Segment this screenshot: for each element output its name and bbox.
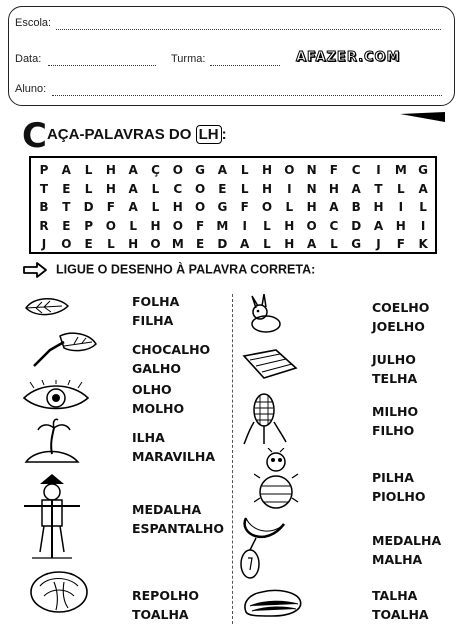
grid-letter[interactable]: G — [195, 163, 206, 177]
student-label: Aluno: — [15, 83, 47, 95]
date-label: Data: — [15, 53, 42, 65]
grid-letter[interactable]: H — [395, 218, 406, 233]
brand-logo: AFAZER.COM — [296, 50, 401, 65]
grid-letter[interactable]: L — [129, 218, 138, 233]
cabbage-icon[interactable] — [28, 568, 90, 614]
grid-letter[interactable]: L — [151, 181, 160, 196]
grid-letter[interactable]: E — [62, 181, 71, 196]
scarecrow-icon[interactable] — [22, 472, 82, 562]
student-field[interactable] — [52, 95, 442, 96]
grid-letter[interactable]: L — [285, 200, 294, 214]
grid-letter[interactable]: K — [418, 237, 428, 251]
grid-letter[interactable]: L — [151, 200, 160, 214]
answer-word[interactable]: CHOCALHO — [132, 342, 211, 357]
title-text: AÇA-PALAVRAS DO — [46, 126, 192, 143]
island-icon[interactable] — [22, 418, 82, 466]
grid-letter[interactable]: I — [376, 163, 381, 177]
grid-letter[interactable]: H — [306, 200, 317, 214]
grid-letter[interactable]: H — [284, 237, 295, 251]
title-first-letter: C — [22, 116, 47, 156]
grid-letter[interactable]: E — [62, 218, 71, 233]
grid-letter[interactable]: H — [373, 200, 384, 214]
grid-letter[interactable]: C — [329, 218, 339, 233]
answer-word[interactable]: JULHO — [372, 352, 416, 367]
grid-letter[interactable]: A — [306, 237, 317, 251]
grid-letter[interactable]: L — [84, 181, 93, 196]
grid-letter[interactable]: G — [418, 163, 429, 177]
roof-tile-icon[interactable] — [240, 346, 300, 382]
grid-letter[interactable]: F — [329, 163, 338, 177]
grid-letter[interactable]: M — [171, 237, 184, 251]
school-field[interactable] — [56, 29, 441, 30]
answer-word[interactable]: REPOLHO — [132, 588, 200, 603]
grid-letter[interactable]: H — [105, 163, 116, 177]
grid-letter[interactable]: O — [194, 181, 206, 196]
grid-letter[interactable]: G — [217, 200, 228, 214]
class-label: Turma: — [171, 53, 206, 65]
instruction-text: LIGUE O DESENHO À PALAVRA CORRETA: — [56, 262, 316, 277]
grid-letter[interactable]: A — [128, 200, 138, 214]
class-field[interactable] — [210, 65, 280, 66]
grid-letter[interactable]: I — [420, 218, 426, 233]
instruction — [22, 262, 315, 278]
grid-letter[interactable]: H — [261, 181, 273, 196]
grid-letter[interactable]: I — [398, 200, 404, 214]
grid-letter[interactable]: E — [195, 237, 205, 251]
school-label: Escola: — [15, 17, 52, 29]
date-field[interactable] — [48, 65, 156, 66]
grid-letter[interactable]: N — [306, 163, 317, 177]
grid-letter[interactable]: B — [351, 200, 361, 214]
grid-letter[interactable]: O — [306, 218, 317, 233]
grid-letter[interactable]: A — [373, 218, 384, 233]
grid-letter[interactable]: O — [284, 163, 295, 177]
grid-letter[interactable]: O — [61, 237, 72, 251]
answer-word[interactable]: COELHO — [372, 300, 430, 315]
grid-letter[interactable]: D — [351, 218, 362, 233]
answer-word[interactable]: MARAVILHA — [132, 449, 215, 464]
grid-letter[interactable]: I — [287, 181, 292, 196]
answer-word[interactable]: MALHA — [372, 552, 423, 567]
decorative-wedge — [400, 112, 445, 124]
word-search-grid — [29, 156, 437, 254]
grid-letter[interactable]: F — [396, 237, 405, 251]
towel-icon[interactable] — [240, 584, 306, 622]
grid-letter[interactable]: A — [418, 181, 428, 196]
grid-letter[interactable]: O — [172, 163, 183, 177]
grid-letter[interactable]: L — [84, 163, 93, 177]
grid-letter[interactable]: C — [173, 181, 183, 196]
grid-letter[interactable]: A — [61, 163, 71, 177]
grid-letter[interactable]: P — [39, 163, 49, 177]
grid-letter[interactable]: T — [374, 181, 383, 196]
grid-letter[interactable]: M — [394, 163, 407, 177]
title-lh-box: LH — [196, 125, 222, 144]
medal-icon[interactable] — [236, 514, 292, 584]
grid-letter[interactable]: E — [84, 237, 93, 251]
grid-letter[interactable]: D — [83, 200, 94, 214]
answer-word[interactable]: MEDALHA — [372, 533, 442, 548]
grid-letter[interactable]: J — [376, 237, 381, 251]
answer-word[interactable]: MILHO — [372, 404, 419, 419]
grid-letter[interactable]: L — [419, 200, 427, 214]
grid-letter[interactable]: L — [263, 218, 271, 233]
grid-letter[interactable]: O — [150, 237, 161, 251]
grid-letter[interactable]: H — [128, 237, 139, 251]
grid-letter[interactable]: H — [105, 181, 116, 196]
grid-letter[interactable]: M — [216, 218, 229, 233]
grid-letter[interactable]: T — [39, 181, 49, 196]
grid-letter[interactable]: F — [240, 200, 249, 214]
answer-word[interactable]: ILHA — [132, 430, 165, 445]
grid-letter[interactable]: L — [240, 163, 249, 177]
grid-letter[interactable]: L — [396, 181, 405, 196]
grid-letter[interactable]: B — [39, 200, 49, 214]
grid-letter[interactable]: O — [194, 200, 206, 214]
answer-word[interactable]: MOLHO — [132, 401, 185, 416]
grid-letter[interactable]: A — [240, 237, 250, 251]
grid-letter[interactable]: T — [62, 200, 71, 214]
grid-letter[interactable]: N — [306, 181, 317, 196]
grid-letter[interactable]: O — [261, 200, 273, 214]
grid-letter[interactable]: O — [105, 218, 116, 233]
grid-letter[interactable]: A — [128, 163, 138, 177]
answer-word[interactable]: JOELHO — [372, 319, 425, 334]
title-suffix: : — [221, 126, 227, 143]
grid-letter[interactable]: R — [39, 218, 49, 233]
grid-letter[interactable]: H — [172, 200, 183, 214]
grid-letter[interactable]: A — [128, 181, 138, 196]
grid-letter[interactable]: F — [195, 218, 205, 233]
rabbit-icon[interactable] — [240, 294, 286, 334]
corn-icon[interactable] — [238, 392, 290, 446]
grid-letter[interactable]: L — [240, 181, 249, 196]
answer-word[interactable]: PIOLHO — [372, 489, 426, 504]
answer-word[interactable]: FOLHA — [132, 294, 180, 309]
grid-letter[interactable]: C — [351, 163, 361, 177]
grid-letter[interactable]: O — [172, 218, 183, 233]
grid-letter[interactable]: P — [84, 218, 93, 233]
grid-letter[interactable]: H — [261, 163, 273, 177]
eye-icon[interactable] — [20, 380, 92, 416]
answer-word[interactable]: TALHA — [372, 588, 418, 603]
answer-word[interactable]: GALHO — [132, 361, 181, 376]
arrow-right-icon — [22, 262, 48, 278]
leaf-icon[interactable] — [22, 294, 72, 320]
grid-letter[interactable]: A — [329, 200, 339, 214]
branch-icon[interactable] — [30, 330, 100, 370]
grid-letter[interactable]: J — [41, 237, 47, 251]
answer-word[interactable]: OLHO — [132, 382, 172, 397]
grid-letter[interactable]: L — [107, 237, 115, 251]
louse-icon[interactable] — [254, 448, 300, 512]
grid-letter[interactable]: D — [217, 237, 228, 251]
grid-letter[interactable]: G — [351, 237, 362, 251]
answer-word[interactable]: ESPANTALHO — [132, 521, 224, 536]
grid-letter[interactable]: A — [351, 181, 361, 196]
answer-word[interactable]: TOALHA — [372, 607, 429, 622]
grid-letter[interactable]: Ç — [151, 163, 160, 177]
grid-letter[interactable]: F — [106, 200, 115, 214]
grid-letter[interactable]: E — [218, 181, 227, 196]
grid-letter[interactable]: I — [242, 218, 247, 233]
grid-letter[interactable]: L — [263, 237, 271, 251]
grid-letter[interactable]: A — [217, 163, 228, 177]
answer-word[interactable]: FILHO — [372, 423, 415, 438]
answer-word[interactable]: TOALHA — [132, 607, 189, 622]
grid-letter[interactable]: L — [330, 237, 338, 251]
answer-word[interactable]: FILHA — [132, 313, 174, 328]
grid-letter[interactable]: H — [150, 218, 161, 233]
grid-letter[interactable]: H — [284, 218, 295, 233]
column-divider — [232, 294, 233, 624]
answer-word[interactable]: MEDALHA — [132, 502, 202, 517]
page-title — [22, 116, 227, 156]
answer-word[interactable]: PILHA — [372, 470, 414, 485]
answer-word[interactable]: TELHA — [372, 371, 418, 386]
grid-letter[interactable]: H — [328, 181, 339, 196]
